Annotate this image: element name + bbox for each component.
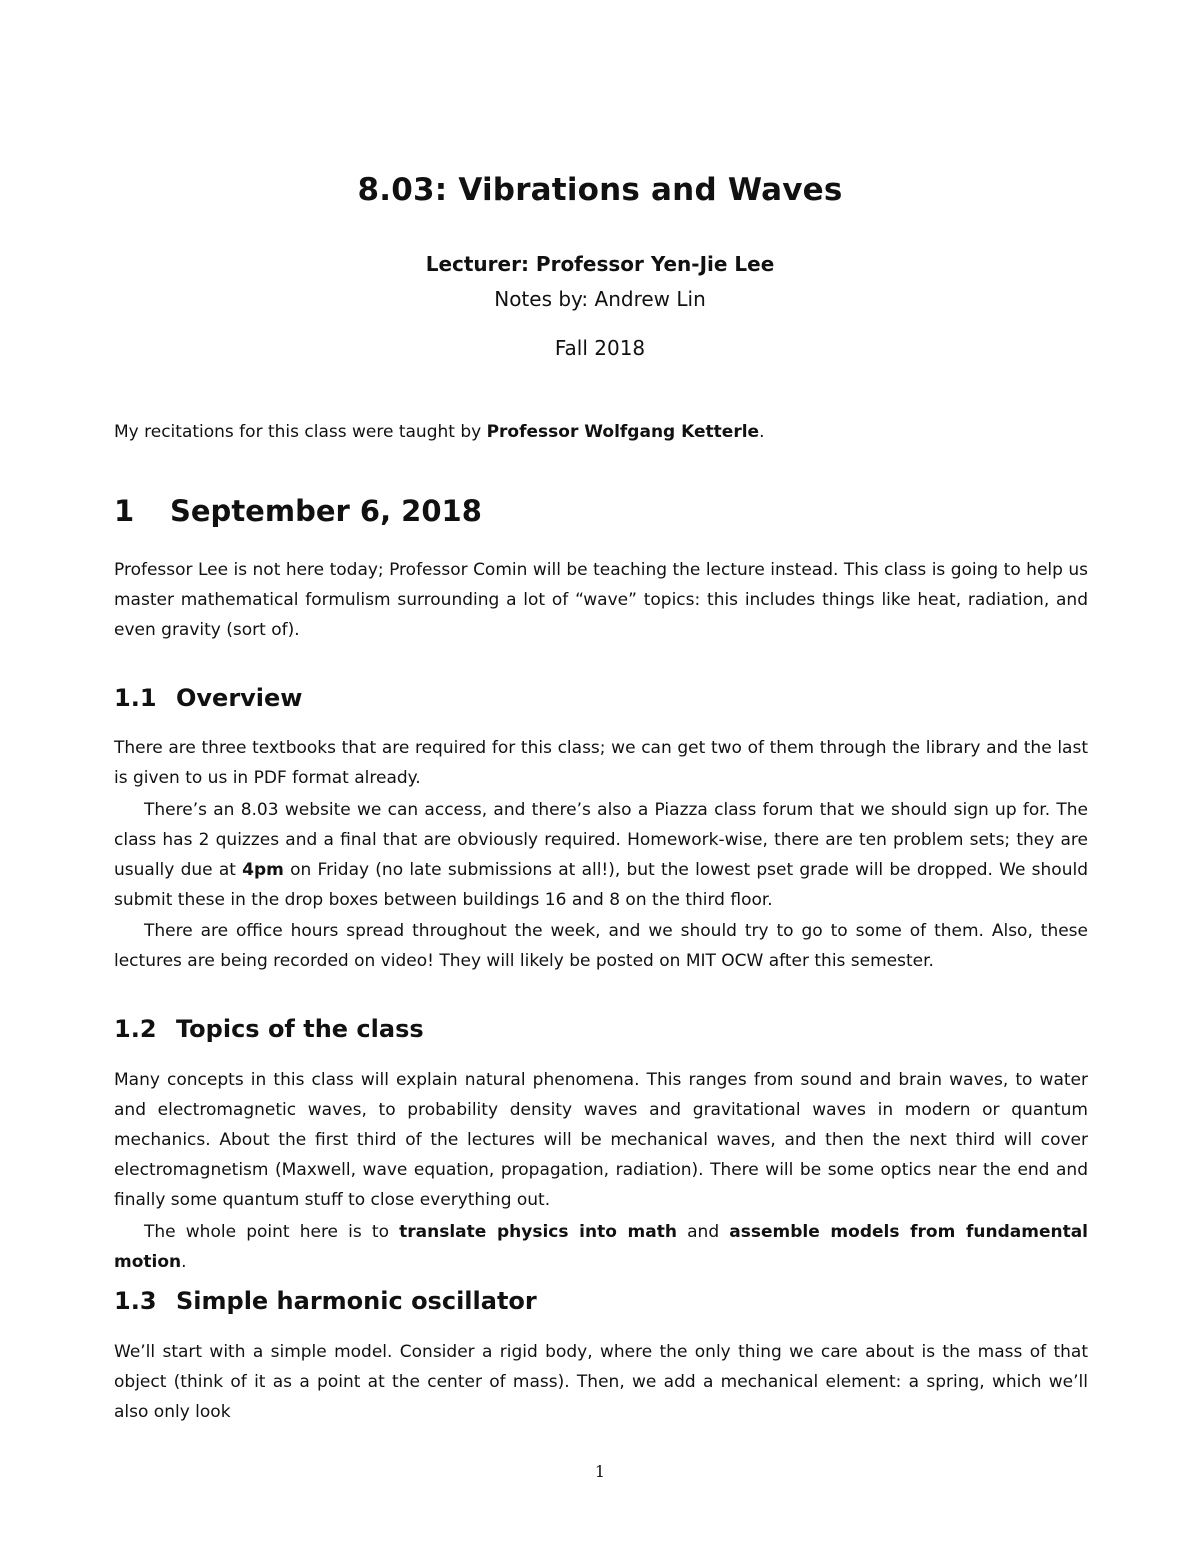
overview-p2-after: on Friday (no late submissions at all!), but the lowest pset grade will be dropped. We should submit these in the drop boxes between buildings 16 and 8 on the third floor. xyxy=(114,860,1088,910)
lecturer-line: Lecturer: Professor Yen-Jie Lee xyxy=(425,252,775,276)
subsection-1-2-number: 1.2 xyxy=(114,1015,157,1043)
topics-paragraph-1: Many concepts in this class will explain natural phenomena. This ranges from sound and brain waves, to water and electromagnetic waves, to probability density waves and gravitational waves in modern or quantum mechanics. About the first third of the lectures will be mechanical waves, and then the next third will cover electromagnetism (Maxwell, wave equation, propagation, radiation). There will be some optics near the end and finally some quantum stuff to close everything out. xyxy=(114,1070,1088,1210)
term-line: Fall 2018 xyxy=(554,336,646,360)
subsection-1-3-heading xyxy=(114,1287,537,1315)
document-title: 8.03: Vibrations and Waves xyxy=(357,172,843,208)
topics-p2-mid: and xyxy=(676,1222,730,1242)
subsection-1-2-heading xyxy=(114,1015,424,1043)
subsection-1-3-title: Simple harmonic oscillator xyxy=(176,1287,537,1315)
oscillator-paragraph-1: We’ll start with a simple model. Consider a rigid body, where the only thing we care about is the mass of that object (think of it as a point at the center of mass). Then, we add a mechanical element: a spring, which we’ll also only look xyxy=(114,1342,1088,1422)
section-1-title: September 6, 2018 xyxy=(170,494,482,528)
subsection-1-2-title: Topics of the class xyxy=(176,1015,424,1043)
topics-paragraph-2 xyxy=(114,1217,1088,1277)
overview-paragraph-1: There are three textbooks that are required for this class; we can get two of them through the library and the last is given to us in PDF format already. xyxy=(114,738,1088,788)
overview-p2-before: There’s an 8.03 website we can access, and there’s also a Piazza class forum that we should sign up for. The class has 2 quizzes and a final that are obviously required. Homework-wise, there are ten problem sets; they are usually due at xyxy=(114,800,1088,880)
subsection-1-1-number: 1.1 xyxy=(114,684,157,712)
overview-p2-bold: 4pm xyxy=(242,860,284,880)
recitation-text-before: My recitations for this class were taught by xyxy=(114,422,487,442)
subsection-1-1-title: Overview xyxy=(176,684,303,712)
subsection-1-1-heading xyxy=(114,684,302,712)
overview-paragraph-2 xyxy=(114,795,1088,915)
recitation-professor: Professor Wolfgang Ketterle xyxy=(486,422,760,442)
topics-p2-after: . xyxy=(181,1252,187,1272)
section-1-heading xyxy=(114,494,482,528)
page-number: 1 xyxy=(594,1462,606,1481)
recitation-paragraph xyxy=(114,417,1088,447)
section-1-number: 1 xyxy=(114,494,135,528)
topics-p2-before: The whole point here is to xyxy=(144,1222,400,1242)
topics-p2-bold-1: translate physics into math xyxy=(399,1222,677,1242)
section-1-intro: Professor Lee is not here today; Professor Comin will be teaching the lecture instead. This class is going to help us master mathematical formulism surrounding a lot of “wave” topics: this includes things like heat, radiation, and even gravity (sort of). xyxy=(114,560,1088,640)
topics-p2-bold-2: assemble models from fundamental motion xyxy=(114,1222,1088,1272)
overview-paragraph-3: There are office hours spread throughout the week, and we should try to go to some of them. Also, these lectures are being recorded on video! They will likely be posted on MIT OCW after this semester. xyxy=(114,921,1088,971)
notes-by-line: Notes by: Andrew Lin xyxy=(494,287,706,311)
recitation-text-after: . xyxy=(759,422,765,442)
subsection-1-3-number: 1.3 xyxy=(114,1287,157,1315)
